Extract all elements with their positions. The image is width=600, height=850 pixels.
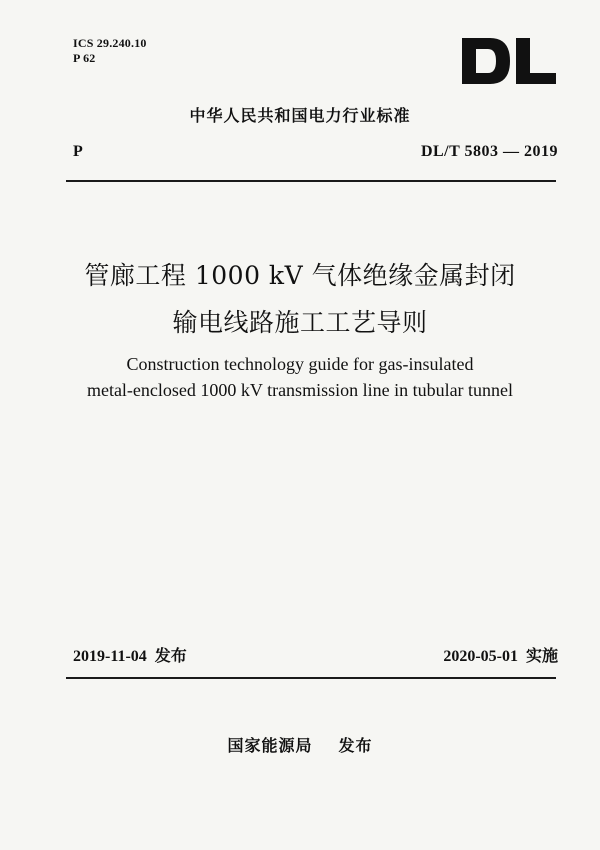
publish-label: 发布 — [154, 646, 187, 665]
ics-code: ICS 29.240.10 — [73, 36, 147, 50]
bottom-divider — [66, 677, 556, 679]
dl-logo-letter-d — [462, 38, 510, 84]
title-cn-line-2: 输电线路施工工艺导则 — [172, 308, 428, 337]
title-en-line-1: Construction technology guide for gas-insulated — [126, 354, 474, 374]
implement-label: 实施 — [525, 646, 558, 665]
category-code: P — [73, 143, 83, 160]
standard-number: DL/T 5803 — 2019 — [420, 143, 558, 160]
implement-date: 2020-05-01 — [443, 648, 518, 665]
publisher-verb: 发布 — [338, 736, 373, 755]
standard-type-heading: 中华人民共和国电力行业标准 — [189, 106, 411, 125]
publisher-line — [0, 733, 600, 756]
implement-date-block — [443, 643, 558, 666]
classification-codes — [73, 36, 147, 66]
ccs-code: P 62 — [73, 51, 96, 65]
top-divider — [66, 180, 556, 182]
publish-date: 2019-11-04 — [73, 648, 147, 665]
publisher-name: 国家能源局 — [227, 736, 313, 755]
title-cn-line-1: 管廊工程 1000 kV 气体绝缘金属封闭 — [84, 261, 516, 290]
dl-logo-letter-l — [516, 38, 556, 84]
title-en-line-2: metal-enclosed 1000 kV transmission line in tubular tunnel — [86, 380, 514, 400]
publish-date-block — [73, 643, 187, 666]
dl-logo — [460, 36, 558, 86]
